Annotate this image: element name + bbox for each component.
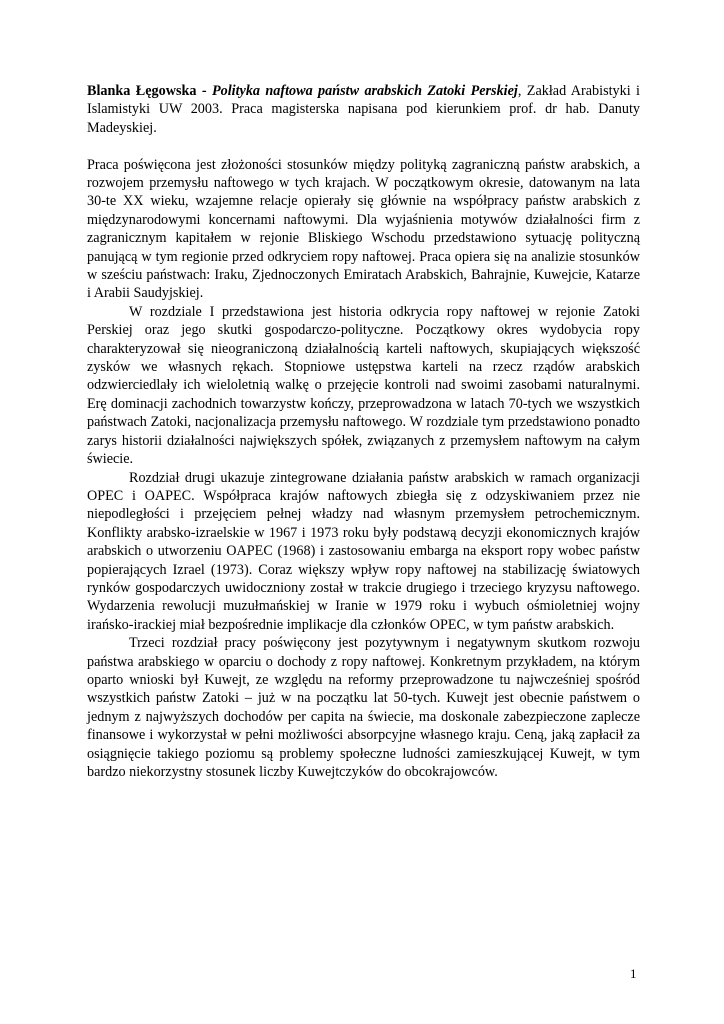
page-number: 1 (630, 966, 637, 981)
abstract-body (87, 156, 640, 782)
thesis-header (87, 82, 640, 137)
paragraph-introduction: Praca poświęcona jest złożoności stosunków między polityką zagraniczną państw arabskich, a rozwojem przemysłu naftowego w tych krajach. W początkowym okresie, datowanym na lata 30-te XX wieku, wzajemne relacje opierały się głównie na współpracy państw arabskich z międzynarodowymi koncernami naftowymi. Dla wyjaśnienia motywów działalności firm z zagranicznym kapitałem w rejonie Bliskiego Wschodu przedstawiono sytuację polityczną panującą w tym regionie przed odkryciem ropy naftowej. Praca opiera się na analizie stosunków w sześciu państwach: Iraku, Zjednoczonych Emiratach Arabskich, Bahrajnie, Kuwejcie, Katarze i Arabii Saudyjskiej. (87, 156, 640, 302)
document-page (87, 82, 640, 781)
paragraph-chapter-1: W rozdziale I przedstawiona jest historia odkrycia ropy naftowej w rejonie Zatoki Perskiej oraz jego skutki gospodarczo-polityczne. Początkowy okres wydobycia ropy charakteryzował się nieograniczoną działalnością karteli naftowych, skupiających większość zysków we własnych rękach. Stopniowe ustępstwa karteli na rzecz rządów arabskich odzwierciedlały ich wieloletnią walkę o przejęcie kontroli nad swoimi zasobami naturalnymi. Erę dominacji zachodnich towarzystw kończy, przeprowadzona w latach 70-tych we wszystkich państwach Zatoki, nacjonalizacja przemysłu naftowego. W rozdziale tym przedstawiono ponadto zarys historii działalności największych spółek, związanych z przemysłem naftowym na całym świecie. (87, 303, 640, 468)
header-paragraph (87, 82, 640, 137)
thesis-title: Polityka naftowa państw arabskich Zatoki Perskiej (211, 83, 518, 99)
paragraph-chapter-2: Rozdział drugi ukazuje zintegrowane działania państw arabskich w ramach organizacji OPEC i OAPEC. Współpraca krajów naftowych zbiegła się z odzyskiwaniem przez nie niepodległości i przejęciem pełnej władzy nad własnym przemysłem petrochemicznym. Konflikty arabsko-izraelskie w 1967 i 1973 roku były podstawą decyzji ekonomicznych krajów arabskich o utworzeniu OAPEC (1968) i zastosowaniu embarga na eksport ropy wobec państw popierających Izrael (1973). Coraz większy wpływ ropy naftowej na stabilizację światowych rynków gospodarczych uwidoczniony został w trakcie drugiego i trzeciego kryzysu naftowego. Wydarzenia rewolucji muzułmańskiej w Iranie w 1979 roku i wybuch ośmioletniej wojny irańsko-irackiej miał bezpośrednie implikacje dla członków OPEC, w tym państw arabskich. (87, 469, 640, 633)
header-separator: - (196, 83, 212, 99)
thesis-details: , Zakład Arabistyki i Islamistyki UW 2003. Praca magisterska napisana pod kierunkiem prof. dr hab. Danuty Madeyskiej. (87, 83, 640, 136)
author-name: Blanka Łęgowska (87, 83, 197, 99)
paragraph-chapter-3: Trzeci rozdział pracy poświęcony jest pozytywnym i negatywnym skutkom rozwoju państwa arabskiego w oparciu o dochody z ropy naftowej. Konkretnym przykładem, na którym oparto wnioski był Kuwejt, ze względu na reformy przeprowadzone tu najwcześniej spośród wszystkich państw Zatoki – już w na początku lat 50-tych. Kuwejt jest obecnie państwem o jednym z najwyższych dochodów per capita na świecie, ma doskonale zabezpieczone zaplecze finansowe i wykorzystał w pełni możliwości absorpcyjne własnego kraju. Ceną, jaką zapłacił za osiągnięcie takiego poziomu są problemy społeczne ludności zamieszkującej Kuwejt, w tym bardzo niekorzystny stosunek liczby Kuwejtczyków do obcokrajowców. (87, 635, 640, 781)
